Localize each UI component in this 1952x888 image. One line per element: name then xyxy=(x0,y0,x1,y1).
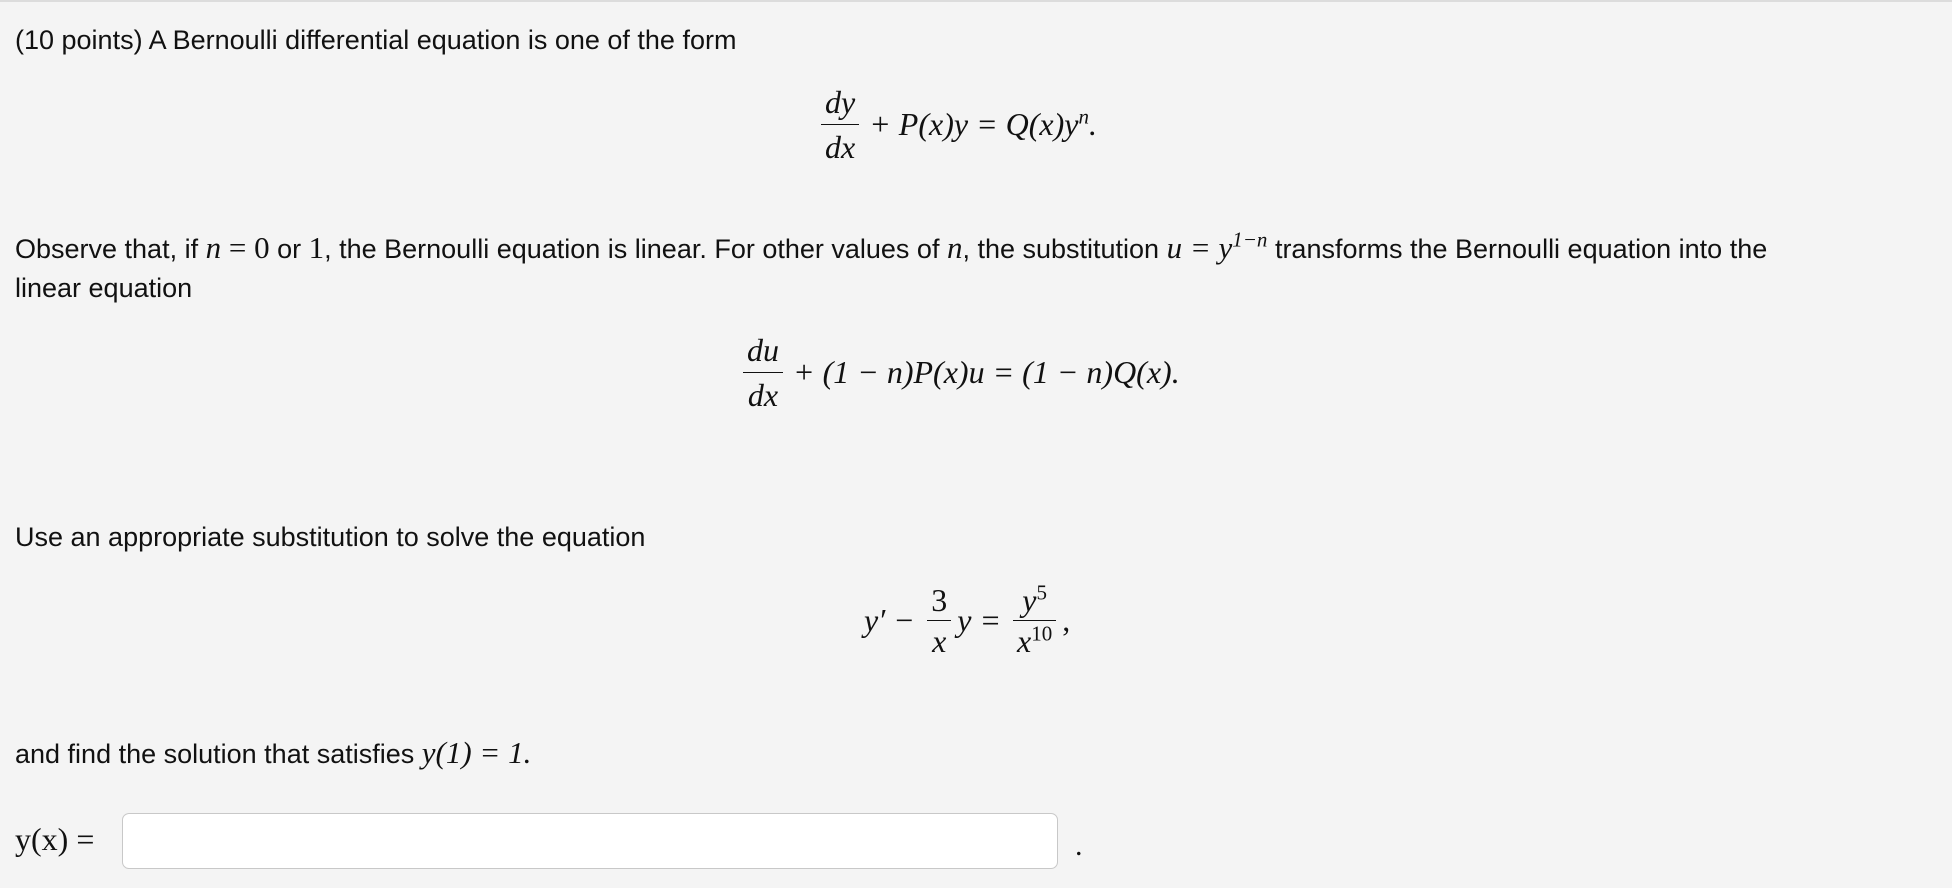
given-equation xyxy=(864,580,1071,659)
answer-period: . xyxy=(1075,829,1083,862)
equation-rhs: + $P(x)y = Q(x)y^n$. xyxy=(869,104,1097,142)
answer-label: y(x) = xyxy=(15,821,95,857)
observe-paragraph-line2: linear equation xyxy=(15,273,193,303)
y-prime: y′ xyxy=(864,602,886,638)
minus-sign: − xyxy=(895,602,914,638)
y-equals: y = xyxy=(957,602,1002,638)
answer-input[interactable] xyxy=(122,813,1058,869)
linear-equation xyxy=(739,332,1180,413)
linear-equation-rhs: + (1 − n)P(x)u = (1 − n)Q(x). xyxy=(793,354,1180,390)
three-over-x-fraction: $\frac{3}{x}$ xyxy=(927,584,951,657)
y5-over-x10-fraction: $\frac{y^5}{x^{10}}$ xyxy=(1013,584,1056,657)
bernoulli-form-equation xyxy=(817,84,1097,165)
find-solution-text: and find the solution that satisfies y(1) = 1. xyxy=(15,735,532,770)
problem-intro: (10 points) A Bernoulli differential equation is one of the form xyxy=(15,25,737,55)
dy-dx-fraction: $\frac{dy}{dx}$ xyxy=(821,84,859,165)
observe-paragraph-line1: Observe that, if n = 0 or 1, the Bernoulli equation is linear. For other values of n, the substitution $u = y^{1-n}$ transforms the Bernoulli equation into the xyxy=(15,227,1768,265)
top-divider xyxy=(0,0,1952,2)
du-dx-fraction: $\frac{du}{dx}$ xyxy=(743,332,783,413)
instruction-text: Use an appropriate substitution to solve the equation xyxy=(15,522,646,552)
comma: , xyxy=(1062,602,1071,638)
